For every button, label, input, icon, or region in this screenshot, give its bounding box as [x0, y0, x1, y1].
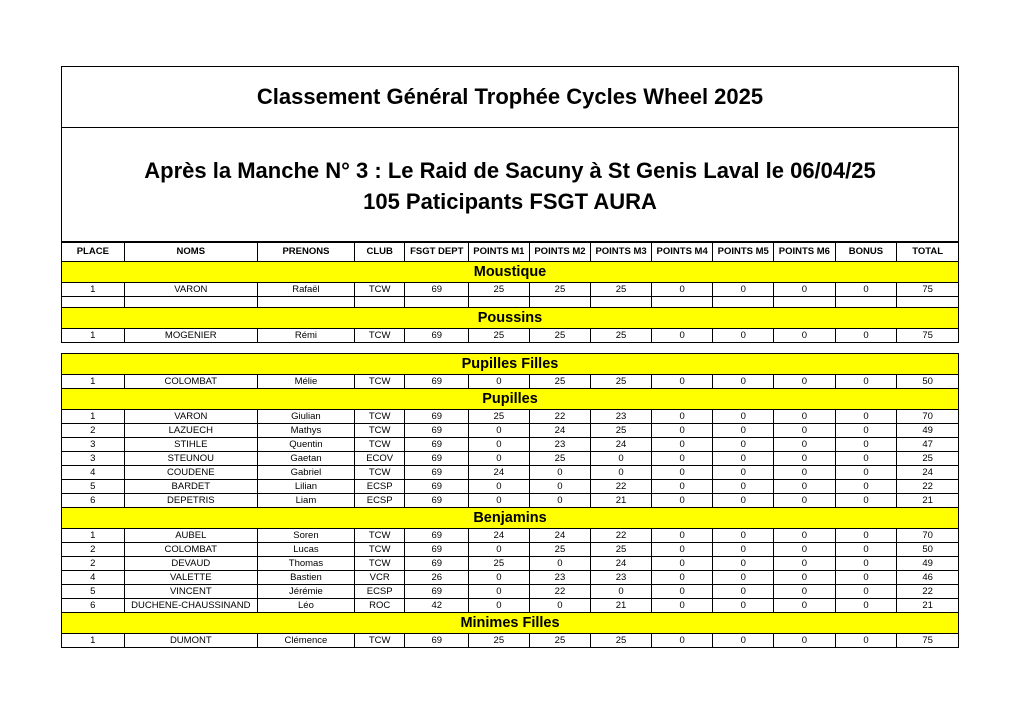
table-cell: 4 — [62, 466, 125, 480]
table-cell: Clémence — [257, 634, 354, 648]
table-cell: 0 — [713, 494, 774, 508]
table-cell: 69 — [405, 529, 469, 543]
column-header: PLACE — [62, 243, 125, 262]
table-cell: 0 — [774, 452, 836, 466]
table-cell: ECOV — [354, 452, 405, 466]
table-cell: 49 — [897, 424, 959, 438]
page-title: Classement Général Trophée Cycles Wheel 2025 — [256, 84, 764, 109]
table-cell: LAZUECH — [124, 424, 257, 438]
table-row — [62, 571, 959, 585]
table-cell: 0 — [469, 543, 530, 557]
column-header: POINTS M2 — [529, 243, 591, 262]
table-cell: 69 — [405, 557, 469, 571]
table-cell: 0 — [713, 375, 774, 389]
table-cell: 25 — [529, 329, 591, 343]
table-cell: DEVAUD — [124, 557, 257, 571]
table-cell: 0 — [529, 557, 591, 571]
table-cell: 0 — [469, 424, 530, 438]
table-cell: 1 — [62, 410, 125, 424]
table-cell: 0 — [469, 599, 530, 613]
table-cell: VARON — [124, 410, 257, 424]
table-cell: 0 — [713, 571, 774, 585]
table-cell: 25 — [591, 543, 652, 557]
table-cell: 22 — [591, 529, 652, 543]
table-cell: 47 — [897, 438, 959, 452]
table-cell: 0 — [713, 599, 774, 613]
table-cell: 0 — [713, 452, 774, 466]
table-cell: 24 — [529, 529, 591, 543]
table-cell: 0 — [469, 438, 530, 452]
table-cell: TCW — [354, 329, 405, 343]
table-cell: Rémi — [257, 329, 354, 343]
table-cell: TCW — [354, 283, 405, 297]
table-cell: 0 — [469, 452, 530, 466]
table-cell: 22 — [591, 480, 652, 494]
category-row — [62, 389, 959, 410]
table-cell: 0 — [651, 466, 713, 480]
table-cell: 0 — [591, 466, 652, 480]
table-cell: 0 — [651, 494, 713, 508]
table-cell: 0 — [651, 529, 713, 543]
category-row — [62, 308, 959, 329]
table-cell: Bastien — [257, 571, 354, 585]
table-cell: 0 — [713, 480, 774, 494]
table-cell: 69 — [405, 466, 469, 480]
table-cell: 0 — [651, 571, 713, 585]
ranking-table — [61, 242, 959, 648]
spacer-cell — [651, 297, 713, 308]
table-cell: 21 — [591, 494, 652, 508]
table-cell: 0 — [651, 480, 713, 494]
table-row — [62, 375, 959, 389]
column-header: POINTS M5 — [713, 243, 774, 262]
table-cell: 0 — [713, 438, 774, 452]
table-cell: 21 — [897, 599, 959, 613]
table-cell: 0 — [835, 585, 897, 599]
table-cell: 1 — [62, 283, 125, 297]
spacer-row — [62, 343, 959, 354]
table-row — [62, 329, 959, 343]
table-cell: 69 — [405, 424, 469, 438]
table-cell: Thomas — [257, 557, 354, 571]
table-cell: 25 — [529, 452, 591, 466]
title-box — [61, 66, 959, 128]
spacer-cell — [354, 297, 405, 308]
table-cell: 0 — [774, 424, 836, 438]
category-row — [62, 508, 959, 529]
table-cell: 25 — [469, 329, 530, 343]
category-row — [62, 262, 959, 283]
table-cell: 50 — [897, 543, 959, 557]
table-cell: 0 — [774, 466, 836, 480]
table-cell: 0 — [713, 329, 774, 343]
table-cell: 0 — [713, 410, 774, 424]
table-row — [62, 410, 959, 424]
spacer-row — [62, 297, 959, 308]
table-cell: 69 — [405, 452, 469, 466]
table-cell: 0 — [591, 452, 652, 466]
table-cell: 0 — [835, 452, 897, 466]
table-cell: 23 — [529, 438, 591, 452]
table-cell: 46 — [897, 571, 959, 585]
table-cell: 24 — [469, 466, 530, 480]
spacer-cell — [62, 297, 125, 308]
category-row — [62, 613, 959, 634]
table-cell: 0 — [651, 452, 713, 466]
table-cell: 25 — [591, 329, 652, 343]
table-cell: 0 — [591, 585, 652, 599]
table-cell: 5 — [62, 480, 125, 494]
table-cell: 0 — [774, 634, 836, 648]
table-cell: 1 — [62, 375, 125, 389]
table-cell: 49 — [897, 557, 959, 571]
table-cell: 0 — [529, 480, 591, 494]
table-cell: TCW — [354, 438, 405, 452]
table-cell: DUCHENE-CHAUSSINAND — [124, 599, 257, 613]
spacer-cell — [62, 343, 959, 354]
table-cell: 0 — [774, 529, 836, 543]
table-cell: COLOMBAT — [124, 375, 257, 389]
table-cell: VCR — [354, 571, 405, 585]
table-cell: 0 — [651, 543, 713, 557]
round-info: Après la Manche N° 3 : Le Raid de Sacuny à St Genis Laval le 06/04/25 — [144, 157, 876, 183]
table-cell: 22 — [897, 585, 959, 599]
table-cell: 69 — [405, 634, 469, 648]
spacer-cell — [774, 297, 836, 308]
table-cell: MOGENIER — [124, 329, 257, 343]
spacer-cell — [529, 297, 591, 308]
table-cell: 23 — [529, 571, 591, 585]
table-cell: 5 — [62, 585, 125, 599]
table-cell: ECSP — [354, 585, 405, 599]
table-cell: VINCENT — [124, 585, 257, 599]
category-label: Pupilles — [62, 389, 959, 410]
table-cell: 2 — [62, 543, 125, 557]
table-cell: 3 — [62, 438, 125, 452]
table-cell: 0 — [835, 466, 897, 480]
spacer-cell — [591, 297, 652, 308]
table-cell: TCW — [354, 410, 405, 424]
table-cell: 24 — [591, 438, 652, 452]
table-cell: DUMONT — [124, 634, 257, 648]
table-cell: 21 — [591, 599, 652, 613]
table-cell: 25 — [529, 634, 591, 648]
table-cell: 24 — [591, 557, 652, 571]
participants-count: 105 Paticipants FSGT AURA — [363, 188, 657, 214]
table-cell: 0 — [529, 466, 591, 480]
table-cell: 69 — [405, 410, 469, 424]
table-cell: 22 — [529, 585, 591, 599]
table-cell: 0 — [529, 599, 591, 613]
table-cell: 0 — [774, 599, 836, 613]
table-row — [62, 466, 959, 480]
table-cell: 25 — [469, 410, 530, 424]
table-cell: 24 — [897, 466, 959, 480]
table-cell: 25 — [469, 634, 530, 648]
table-cell: 22 — [897, 480, 959, 494]
table-cell: 24 — [469, 529, 530, 543]
table-row — [62, 494, 959, 508]
table-cell: 0 — [651, 634, 713, 648]
table-cell: Soren — [257, 529, 354, 543]
table-cell: 70 — [897, 410, 959, 424]
table-cell: 0 — [651, 438, 713, 452]
table-row — [62, 438, 959, 452]
table-row — [62, 529, 959, 543]
table-cell: 0 — [713, 557, 774, 571]
table-cell: Giulian — [257, 410, 354, 424]
column-header: POINTS M6 — [774, 243, 836, 262]
category-row — [62, 354, 959, 375]
table-cell: TCW — [354, 466, 405, 480]
table-cell: 0 — [774, 438, 836, 452]
table-cell: 25 — [469, 557, 530, 571]
table-cell: 0 — [774, 410, 836, 424]
table-cell: Mélie — [257, 375, 354, 389]
table-cell: 0 — [835, 543, 897, 557]
table-cell: Liam — [257, 494, 354, 508]
table-cell: 22 — [529, 410, 591, 424]
spacer-cell — [835, 297, 897, 308]
table-cell: 0 — [835, 329, 897, 343]
table-cell: 0 — [774, 480, 836, 494]
table-row — [62, 585, 959, 599]
table-cell: 0 — [713, 283, 774, 297]
table-cell: 0 — [469, 480, 530, 494]
table-cell: Gaetan — [257, 452, 354, 466]
table-cell: 6 — [62, 494, 125, 508]
table-cell: 0 — [774, 571, 836, 585]
table-cell: 0 — [835, 494, 897, 508]
table-cell: COLOMBAT — [124, 543, 257, 557]
table-cell: 21 — [897, 494, 959, 508]
table-cell: 0 — [713, 424, 774, 438]
table-cell: 0 — [651, 599, 713, 613]
table-cell: 0 — [835, 571, 897, 585]
table-cell: 25 — [529, 543, 591, 557]
table-cell: 0 — [835, 557, 897, 571]
table-cell: 0 — [835, 283, 897, 297]
table-cell: 69 — [405, 438, 469, 452]
table-cell: 50 — [897, 375, 959, 389]
table-cell: 25 — [591, 375, 652, 389]
table-cell: TCW — [354, 375, 405, 389]
spacer-cell — [897, 297, 959, 308]
table-cell: STIHLE — [124, 438, 257, 452]
table-cell: 0 — [529, 494, 591, 508]
spacer-cell — [257, 297, 354, 308]
table-cell: 0 — [469, 585, 530, 599]
table-cell: 0 — [713, 529, 774, 543]
table-cell: 0 — [713, 466, 774, 480]
table-cell: TCW — [354, 424, 405, 438]
table-cell: 69 — [405, 494, 469, 508]
table-cell: 0 — [713, 585, 774, 599]
table-row — [62, 424, 959, 438]
table-cell: Léo — [257, 599, 354, 613]
table-cell: ECSP — [354, 494, 405, 508]
table-cell: 69 — [405, 283, 469, 297]
table-cell: TCW — [354, 529, 405, 543]
spacer-cell — [469, 297, 530, 308]
table-cell: 0 — [469, 571, 530, 585]
table-cell: 0 — [774, 329, 836, 343]
table-cell: 3 — [62, 452, 125, 466]
table-row — [62, 634, 959, 648]
table-cell: 0 — [774, 585, 836, 599]
table-cell: 75 — [897, 634, 959, 648]
column-header: POINTS M3 — [591, 243, 652, 262]
table-cell: 0 — [469, 375, 530, 389]
category-label: Pupilles Filles — [62, 354, 959, 375]
table-cell: 69 — [405, 375, 469, 389]
spacer-cell — [713, 297, 774, 308]
table-cell: 0 — [774, 557, 836, 571]
table-cell: 42 — [405, 599, 469, 613]
table-cell: TCW — [354, 557, 405, 571]
table-cell: 2 — [62, 424, 125, 438]
table-cell: COUDENE — [124, 466, 257, 480]
table-cell: 0 — [774, 283, 836, 297]
table-row — [62, 557, 959, 571]
table-cell: 69 — [405, 480, 469, 494]
table-cell: 0 — [651, 585, 713, 599]
table-cell: 75 — [897, 283, 959, 297]
table-cell: BARDET — [124, 480, 257, 494]
table-cell: 25 — [591, 634, 652, 648]
table-cell: 0 — [835, 375, 897, 389]
category-label: Moustique — [62, 262, 959, 283]
table-cell: 70 — [897, 529, 959, 543]
table-cell: VALETTE — [124, 571, 257, 585]
table-cell: 0 — [651, 375, 713, 389]
table-cell: Gabriel — [257, 466, 354, 480]
table-cell: VARON — [124, 283, 257, 297]
table-cell: 0 — [835, 634, 897, 648]
table-cell: TCW — [354, 543, 405, 557]
table-cell: ROC — [354, 599, 405, 613]
table-cell: 25 — [529, 283, 591, 297]
table-cell: STEUNOU — [124, 452, 257, 466]
table-cell: 0 — [835, 599, 897, 613]
table-cell: 6 — [62, 599, 125, 613]
table-cell: 24 — [529, 424, 591, 438]
table-cell: 0 — [835, 529, 897, 543]
table-cell: 2 — [62, 557, 125, 571]
table-cell: 1 — [62, 634, 125, 648]
table-cell: 75 — [897, 329, 959, 343]
table-cell: Mathys — [257, 424, 354, 438]
column-header: BONUS — [835, 243, 897, 262]
table-cell: Lucas — [257, 543, 354, 557]
table-header-row — [62, 243, 959, 262]
column-header: NOMS — [124, 243, 257, 262]
table-cell: 25 — [591, 283, 652, 297]
table-cell: Rafaël — [257, 283, 354, 297]
table-cell: 25 — [897, 452, 959, 466]
table-cell: 0 — [835, 410, 897, 424]
table-cell: TCW — [354, 634, 405, 648]
table-cell: Lilian — [257, 480, 354, 494]
table-cell: 1 — [62, 529, 125, 543]
table-row — [62, 283, 959, 297]
table-cell: 0 — [835, 424, 897, 438]
ranking-sheet — [61, 66, 959, 648]
category-label: Benjamins — [62, 508, 959, 529]
table-row — [62, 543, 959, 557]
table-cell: 25 — [529, 375, 591, 389]
table-cell: 23 — [591, 571, 652, 585]
category-label: Minimes Filles — [62, 613, 959, 634]
table-cell: 25 — [591, 424, 652, 438]
table-cell: 0 — [774, 375, 836, 389]
column-header: PRENONS — [257, 243, 354, 262]
table-cell: 0 — [651, 557, 713, 571]
column-header: POINTS M1 — [469, 243, 530, 262]
table-cell: 0 — [651, 424, 713, 438]
table-cell: 0 — [469, 494, 530, 508]
table-cell: 0 — [774, 543, 836, 557]
column-header: CLUB — [354, 243, 405, 262]
table-cell: 0 — [651, 283, 713, 297]
category-label: Poussins — [62, 308, 959, 329]
table-row — [62, 452, 959, 466]
table-cell: 0 — [774, 494, 836, 508]
table-cell: 69 — [405, 543, 469, 557]
table-cell: 69 — [405, 585, 469, 599]
table-cell: 0 — [713, 543, 774, 557]
subtitle-box — [61, 128, 959, 242]
table-cell: ECSP — [354, 480, 405, 494]
table-cell: DEPETRIS — [124, 494, 257, 508]
table-cell: 0 — [835, 438, 897, 452]
column-header: POINTS M4 — [651, 243, 713, 262]
table-cell: 1 — [62, 329, 125, 343]
table-cell: 0 — [651, 329, 713, 343]
spacer-cell — [124, 297, 257, 308]
ranking-body — [62, 262, 959, 648]
column-header: TOTAL — [897, 243, 959, 262]
table-cell: Quentin — [257, 438, 354, 452]
table-cell: 4 — [62, 571, 125, 585]
table-cell: Jérémie — [257, 585, 354, 599]
table-cell: 0 — [835, 480, 897, 494]
table-cell: AUBEL — [124, 529, 257, 543]
table-row — [62, 480, 959, 494]
table-cell: 23 — [591, 410, 652, 424]
column-header: FSGT DEPT — [405, 243, 469, 262]
table-row — [62, 599, 959, 613]
table-cell: 26 — [405, 571, 469, 585]
table-cell: 0 — [713, 634, 774, 648]
table-cell: 69 — [405, 329, 469, 343]
table-cell: 25 — [469, 283, 530, 297]
table-cell: 0 — [651, 410, 713, 424]
spacer-cell — [405, 297, 469, 308]
